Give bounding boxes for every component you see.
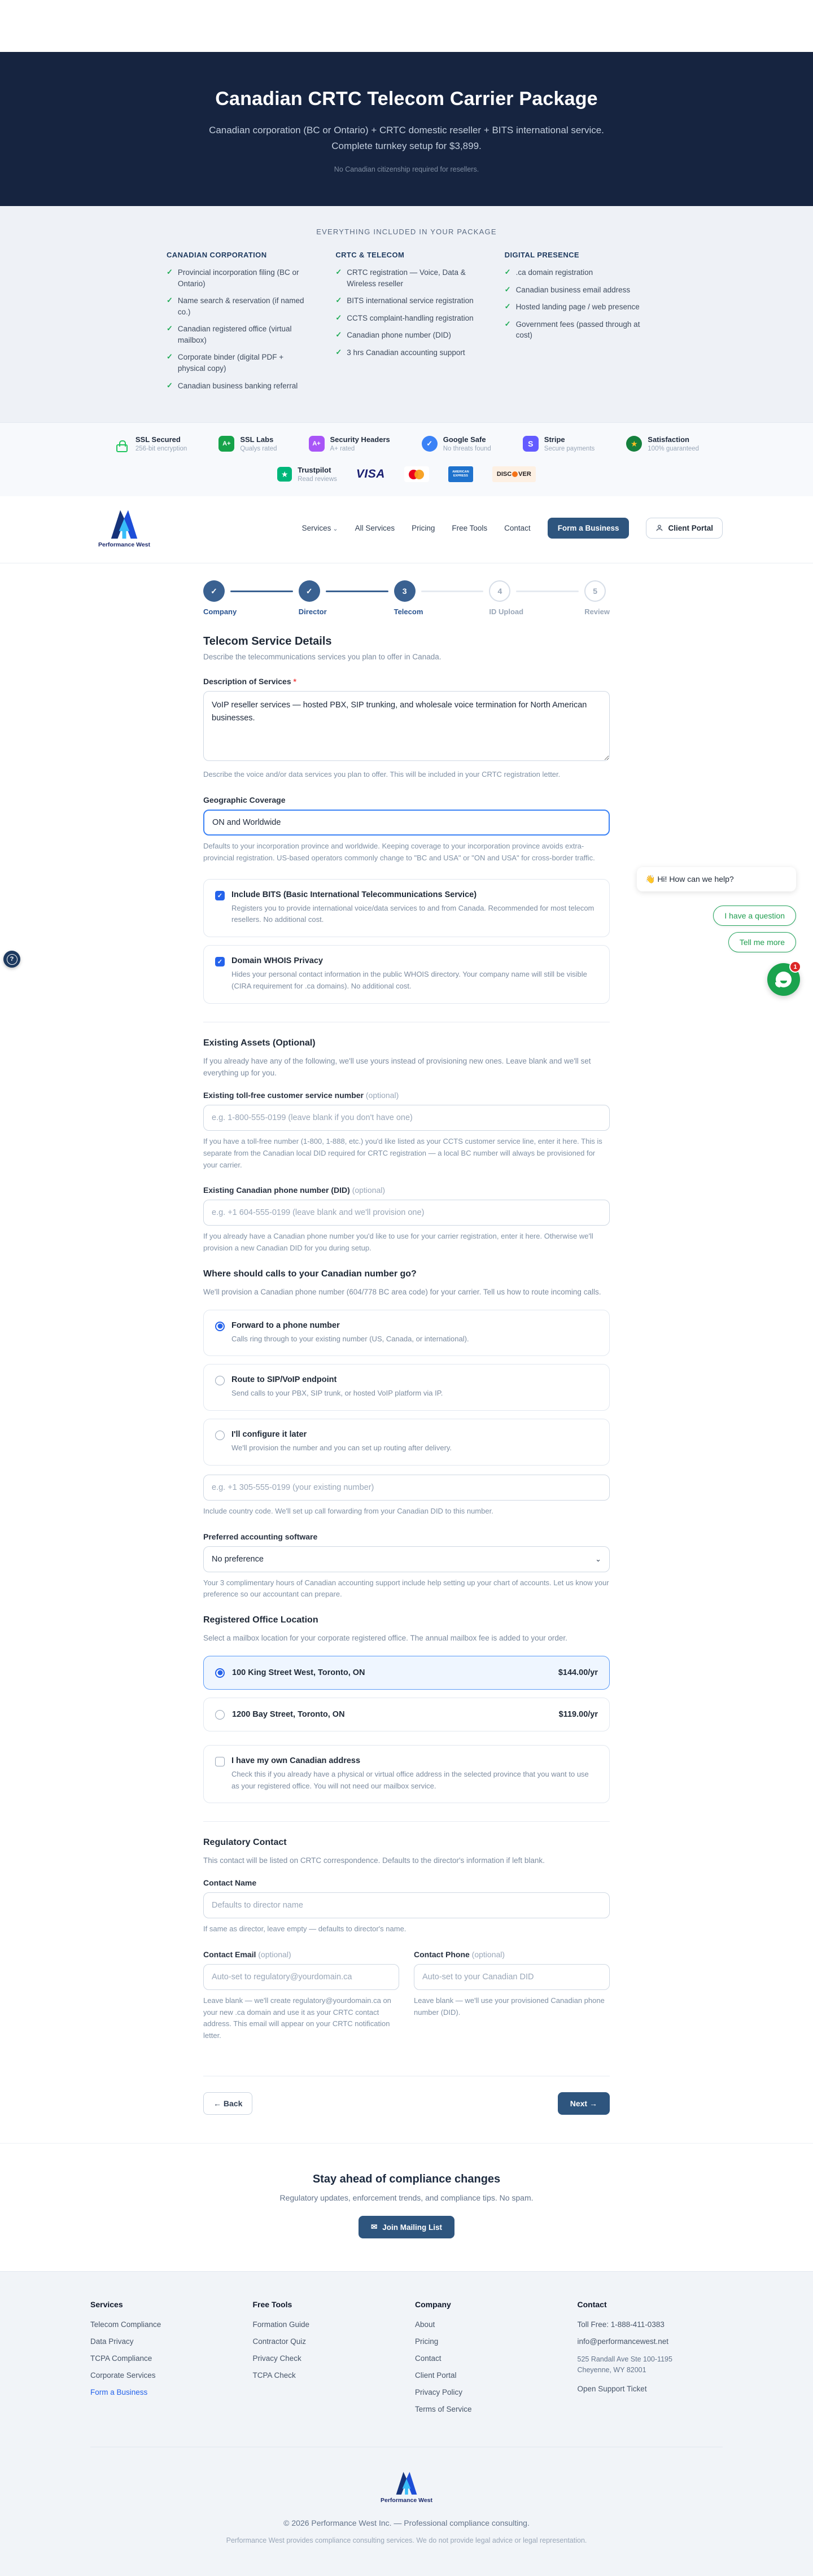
brand-logo[interactable] — [90, 508, 158, 548]
footer-link-tcpa-check[interactable]: TCPA Check — [252, 2371, 296, 2380]
step-company[interactable]: ✓ Company — [203, 580, 299, 616]
badge-trustpilot[interactable]: ★ Trustpilot Read reviews — [277, 466, 337, 483]
routing-radio-later[interactable] — [215, 1431, 225, 1440]
routing-intro: We'll provision a Canadian phone number (604/778 BC area code) for your carrier. Tell us how to route incoming calls. — [203, 1287, 601, 1296]
regulatory-intro: This contact will be listed on CRTC correspondence. Defaults to the director's information if left blank. — [203, 1856, 545, 1865]
office-heading: Registered Office Location — [203, 1615, 318, 1625]
routing-radio-forward[interactable] — [215, 1322, 225, 1331]
own-address-checkbox-card[interactable]: I have my own Canadian address Check this if you already have a physical or virtual office address in the selected province that you want to use as your registered office. You will not need our mailbox service. — [203, 1745, 610, 1804]
badge-ssl-secured: SSL Secured 256-bit encryption — [114, 435, 187, 452]
footer-link-about[interactable]: About — [415, 2320, 435, 2329]
check-icon: ✓ — [167, 381, 173, 390]
amex-logo: AMERICAN EXPRESS — [448, 466, 473, 482]
footer-column-services: Services Telecom Compliance Data Privacy TCPA Compliance Corporate Services Form a Business — [90, 2300, 236, 2422]
step-director[interactable]: ✓ Director — [299, 580, 394, 616]
forward-number-group — [203, 1475, 610, 1517]
chat-unread-badge: 1 — [789, 961, 801, 973]
user-icon — [655, 524, 663, 532]
cta-title: Stay ahead of compliance changes — [312, 2173, 501, 2186]
divider — [203, 1821, 610, 1822]
step-number: 4 — [489, 580, 510, 602]
check-icon: ✓ — [167, 352, 173, 361]
hero-note: No Canadian citizenship required for resellers. — [334, 165, 479, 174]
badge-security-headers: A+ Security Headers A+ rated — [309, 435, 390, 452]
column-title: DIGITAL PRESENCE — [504, 251, 579, 260]
form-a-business-button[interactable]: Form a Business — [548, 518, 630, 539]
a-plus-icon: A+ — [218, 436, 234, 452]
navbar — [0, 496, 813, 563]
client-portal-button[interactable]: Client Portal — [646, 518, 723, 539]
a-plus-icon: A+ — [309, 436, 325, 452]
chat-quick-reply-question[interactable]: I have a question — [713, 906, 796, 926]
footer — [0, 2271, 813, 2576]
chat-bubble-icon — [776, 972, 792, 987]
list-item: ✓ Canadian phone number (DID) — [335, 330, 477, 341]
footer-column-contact: Contact Toll Free: 1-888-411-0383 info@performancewest.net 525 Randall Ave Ste 100-1195 Cheyenne, WY 82001 Open Support Ticket — [578, 2300, 723, 2422]
check-icon: ✓ — [167, 324, 173, 333]
stripe-icon: S — [523, 436, 539, 452]
whois-checkbox[interactable]: ✓ — [215, 957, 225, 966]
next-button[interactable]: Next → — [558, 2092, 610, 2115]
check-icon: ✓ — [335, 296, 342, 305]
footer-toll-free[interactable]: Toll Free: 1-888-411-0383 — [577, 2320, 665, 2329]
hero-subtitle: Canadian corporation (BC or Ontario) + CRTC domestic reseller + BITS international service. Complete turnkey setup for $3,899. — [209, 125, 604, 152]
footer-email[interactable]: info@performancewest.net — [577, 2337, 669, 2346]
tollfree-input[interactable] — [203, 1105, 610, 1131]
lock-icon — [114, 435, 130, 452]
accounting-label: Preferred accounting software — [203, 1532, 318, 1541]
check-icon: ✓ — [335, 313, 342, 322]
page-subtitle: Describe the telecommunications services you plan to offer in Canada. — [203, 653, 442, 662]
bits-desc: Registers you to provide international voice/data services to and from Canada. Recommended for most telecom resellers. No additional cost. — [231, 903, 595, 924]
check-icon: ✓ — [504, 302, 511, 311]
question-mark-icon: ? — [7, 954, 18, 965]
office-price: $119.00/yr — [558, 1709, 598, 1719]
list-item: ✓ .ca domain registration — [505, 267, 646, 278]
footer-link-form-a-business[interactable]: Form a Business — [90, 2388, 148, 2397]
footer-link-formation-guide[interactable]: Formation Guide — [252, 2320, 310, 2329]
visa-logo: VISA — [356, 467, 385, 481]
office-price: $144.00/yr — [558, 1668, 598, 1677]
footer-link-tcpa-compliance[interactable]: TCPA Compliance — [90, 2354, 152, 2363]
performance-west-logo-icon — [394, 2470, 419, 2496]
next-arrow-icon: → — [589, 2099, 597, 2109]
contact-email-group — [203, 1950, 399, 2042]
badge-stripe: S Stripe Secure payments — [523, 435, 595, 452]
main-content — [0, 563, 813, 2143]
chat-greeting-bubble[interactable]: 👋 Hi! How can we help? — [637, 867, 796, 891]
badge-satisfaction: ★ Satisfaction 100% guaranteed — [626, 435, 699, 452]
office-option-bay-street[interactable]: 1200 Bay Street, Toronto, ON $119.00/yr — [203, 1698, 610, 1731]
geographic-coverage-group — [203, 795, 610, 864]
whois-checkbox-card[interactable] — [203, 945, 610, 1004]
did-label: Existing Canadian phone number (DID) (optional) — [203, 1186, 386, 1195]
footer-link-pricing[interactable]: Pricing — [415, 2337, 439, 2346]
badge-ssl-labs: A+ SSL Labs Qualys rated — [218, 435, 277, 452]
cta-subtitle: Regulatory updates, enforcement trends, and compliance tips. No spam. — [279, 2193, 534, 2203]
step-telecom[interactable]: 3 Telecom — [394, 580, 489, 616]
column-title: CRTC & TELECOM — [335, 251, 405, 260]
page-title: Telecom Service Details — [203, 635, 332, 648]
copyright: © 2026 Performance West Inc. — Professional compliance consulting. — [283, 2518, 530, 2528]
forward-number-helper: Include country code. We'll set up call forwarding from your Canadian DID to this number. — [203, 1506, 493, 1515]
nav-item-services[interactable]: Services ⌄ — [301, 523, 338, 532]
list-item: ✓ Corporate binder (digital PDF + physical copy) — [167, 352, 308, 374]
nav-item-all-services[interactable]: All Services — [355, 523, 395, 532]
form-actions — [203, 2076, 610, 2137]
office-intro: Select a mailbox location for your corporate registered office. The annual mailbox fee is added to your order. — [203, 1634, 567, 1643]
chat-quick-reply-more[interactable]: Tell me more — [728, 932, 796, 952]
office-radio-king-street[interactable] — [215, 1668, 225, 1678]
coverage-label: Geographic Coverage — [203, 795, 286, 804]
accounting-helper: Your 3 complimentary hours of Canadian accounting support include help setting up your chart of accounts. Let us know your preference so our accountant can prepare. — [203, 1578, 609, 1599]
check-icon: ✓ — [167, 268, 173, 277]
routing-option-forward[interactable]: Forward to a phone number Calls ring through to your existing number (US, Canada, or international). — [203, 1310, 610, 1357]
column-digital-presence — [505, 251, 646, 397]
trust-strip — [0, 422, 813, 496]
chat-launcher-button[interactable] — [767, 963, 800, 996]
join-mailing-list-button[interactable]: ✉ Join Mailing List — [359, 2216, 454, 2238]
footer-link-privacy-check[interactable]: Privacy Check — [252, 2354, 301, 2363]
check-circle-icon: ✓ — [422, 436, 438, 452]
footer-link-contact[interactable]: Contact — [415, 2354, 442, 2363]
footer-bottom — [90, 2447, 723, 2544]
check-icon: ✓ — [167, 296, 173, 305]
included-columns — [167, 251, 646, 397]
contact-email-helper: Leave blank — we'll create regulatory@yourdomain.ca on your new .ca domain and use it as your CRTC contact address. This email will appear on your CRTC notification letter. — [203, 1996, 391, 2040]
contact-name-label: Contact Name — [203, 1878, 257, 1888]
footer-support-ticket[interactable]: Open Support Ticket — [577, 2384, 647, 2393]
chevron-down-icon: ⌄ — [333, 525, 338, 532]
contact-phone-group — [414, 1950, 610, 2042]
bits-label: Include BITS (Basic International Telecommunications Service) — [231, 890, 477, 899]
contact-email-label: Contact Email (optional) — [203, 1949, 291, 1959]
did-group — [203, 1186, 610, 1254]
footer-link-privacy-policy[interactable]: Privacy Policy — [415, 2388, 463, 2397]
footer-address: 525 Randall Ave Ste 100-1195 Cheyenne, WY 82001 — [577, 2355, 672, 2374]
discover-logo: DISC VER — [492, 466, 536, 482]
step-id-upload[interactable]: 4 ID Upload — [489, 580, 584, 616]
step-check-icon: ✓ — [299, 580, 320, 602]
contact-phone-input[interactable] — [414, 1964, 610, 1990]
included-heading: EVERYTHING INCLUDED IN YOUR PACKAGE — [316, 228, 497, 237]
forward-number-input[interactable] — [203, 1475, 610, 1501]
chevron-down-icon: ⌄ — [595, 1554, 601, 1563]
description-textarea[interactable] — [203, 691, 610, 761]
list-item: ✓ 3 hrs Canadian accounting support — [335, 347, 477, 358]
step-check-icon: ✓ — [203, 580, 225, 602]
contact-phone-label: Contact Phone (optional) — [414, 1949, 505, 1959]
whois-desc: Hides your personal contact information in the public WHOIS directory. Your company name will still be visible (CIRA requirement for .ca domains). No additional cost. — [231, 970, 587, 990]
nav-item-contact[interactable]: Contact — [504, 523, 531, 532]
contact-email-input[interactable] — [203, 1964, 399, 1990]
accessibility-help-button[interactable] — [3, 951, 20, 968]
mailing-list-section — [0, 2143, 813, 2271]
coverage-helper: Defaults to your incorporation province and worldwide. Keeping coverage to your incorporation province avoids extra-provincial registration. US-based operators commonly change to "BC and USA" or "ON and USA" for cross-border traffic. — [203, 841, 595, 862]
contact-name-group — [203, 1878, 610, 1935]
description-helper: Describe the voice and/or data services you plan to offer. This will be included in your CRTC registration letter. — [203, 770, 561, 779]
check-icon: ✓ — [504, 268, 511, 277]
list-item: ✓ Name search & reservation (if named co.) — [167, 295, 308, 317]
list-item: ✓ CCTS complaint-handling registration — [335, 313, 477, 324]
accounting-software-select[interactable]: No preference ⌄ — [203, 1546, 610, 1572]
footer-link-data-privacy[interactable]: Data Privacy — [90, 2337, 134, 2346]
list-item: ✓ CRTC registration — Voice, Data & Wireless reseller — [335, 267, 477, 289]
did-input[interactable] — [203, 1200, 610, 1226]
list-item: ✓ Canadian business banking referral — [167, 381, 308, 392]
list-item: ✓ Canadian registered office (virtual mailbox) — [167, 323, 308, 345]
list-item: ✓ Canadian business email address — [505, 285, 646, 296]
description-of-services-group — [203, 677, 610, 781]
envelope-icon: ✉ — [370, 2223, 378, 2232]
coverage-input[interactable] — [203, 810, 610, 836]
column-canadian-corporation — [167, 251, 308, 397]
accounting-group — [203, 1532, 610, 1601]
routing-heading: Where should calls to your Canadian number go? — [203, 1269, 417, 1279]
tollfree-helper: If you have a toll-free number (1-800, 1-888, etc.) you'd like listed as your CCTS customer service line, enter it here. This is separate from the Canadian local DID required for CRTC registration — a local BC number will always be provisioned for your carrier. — [203, 1136, 602, 1169]
tollfree-group — [203, 1091, 610, 1171]
star-circle-icon: ★ — [626, 436, 642, 452]
brand-name: Performance West — [98, 541, 150, 549]
footer-link-contractor-quiz[interactable]: Contractor Quiz — [252, 2337, 307, 2346]
list-item: ✓ Government fees (passed through at cost) — [505, 319, 646, 341]
check-icon: ✓ — [335, 268, 342, 277]
footer-link-terms[interactable]: Terms of Service — [415, 2405, 472, 2414]
step-progress — [203, 580, 610, 616]
routing-radio-sip[interactable] — [215, 1376, 225, 1385]
check-icon: ✓ — [504, 319, 511, 328]
hero-title: Canadian CRTC Telecom Carrier Package — [215, 88, 598, 110]
footer-column-free-tools: Free Tools Formation Guide Contractor Quiz Privacy Check TCPA Check — [253, 2300, 399, 2422]
footer-link-corporate-services[interactable]: Corporate Services — [90, 2371, 156, 2380]
description-label: Description of Services * — [203, 677, 296, 686]
hero-section — [0, 52, 813, 206]
discover-dot-icon — [512, 471, 518, 477]
nav-item-pricing[interactable]: Pricing — [412, 523, 435, 532]
list-item: ✓ BITS international service registration — [335, 295, 477, 307]
footer-logo — [90, 2470, 723, 2504]
bits-checkbox[interactable]: ✓ — [215, 891, 225, 900]
own-address-checkbox[interactable] — [215, 1757, 225, 1766]
routing-option-later[interactable]: I'll configure it later We'll provision the number and you can set up routing after delivery. — [203, 1419, 610, 1466]
required-asterisk: * — [293, 677, 296, 686]
step-number: 5 — [584, 580, 606, 602]
performance-west-logo-icon — [108, 508, 141, 540]
footer-link-telecom-compliance[interactable]: Telecom Compliance — [90, 2320, 161, 2329]
trustpilot-star-icon: ★ — [277, 467, 292, 482]
did-helper: If you already have a Canadian phone number you'd like to use for your carrier registration, enter it here. Otherwise we'll provision a new Canadian DID for you during setup. — [203, 1232, 593, 1253]
footer-link-client-portal[interactable]: Client Portal — [415, 2371, 457, 2380]
included-section — [0, 206, 813, 422]
bits-checkbox-card[interactable] — [203, 879, 610, 938]
office-radio-bay-street[interactable] — [215, 1710, 225, 1720]
list-item: ✓ Hosted landing page / web presence — [505, 301, 646, 313]
routing-option-sip[interactable]: Route to SIP/VoIP endpoint Send calls to your PBX, SIP trunk, or hosted VoIP platform via IP. — [203, 1364, 610, 1411]
back-button[interactable]: ← Back — [203, 2092, 252, 2115]
column-title: CANADIAN CORPORATION — [167, 251, 267, 260]
check-icon: ✓ — [504, 285, 511, 294]
office-option-king-street[interactable]: 100 King Street West, Toronto, ON $144.00/yr — [203, 1656, 610, 1690]
list-item: ✓ Provincial incorporation filing (BC or Ontario) — [167, 267, 308, 289]
badge-google-safe: ✓ Google Safe No threats found — [422, 435, 491, 452]
tollfree-label: Existing toll-free customer service number (optional) — [203, 1090, 399, 1100]
footer-brand-name: Performance West — [380, 2497, 432, 2504]
existing-assets-intro: If you already have any of the following, we'll use yours instead of provisioning new ones. Leave blank and we'll set everything up for you. — [203, 1056, 591, 1078]
regulatory-heading: Regulatory Contact — [203, 1838, 287, 1848]
nav-item-free-tools[interactable]: Free Tools — [452, 523, 488, 532]
step-number: 3 — [394, 580, 416, 602]
footer-column-company: Company About Pricing Contact Client Portal Privacy Policy Terms of Service — [415, 2300, 561, 2422]
contact-name-helper: If same as director, leave empty — defaults to director's name. — [203, 1925, 406, 1934]
back-arrow-icon: ← — [213, 2099, 221, 2109]
whois-label: Domain WHOIS Privacy — [231, 956, 323, 966]
existing-assets-heading: Existing Assets (Optional) — [203, 1038, 316, 1048]
contact-name-input[interactable] — [203, 1892, 610, 1918]
step-review[interactable]: 5 Review — [584, 580, 610, 616]
mastercard-logo — [404, 466, 429, 482]
top-spacer — [0, 0, 813, 52]
contact-phone-helper: Leave blank — we'll use your provisioned Canadian phone number (DID). — [414, 1996, 605, 2017]
disclaimer: Performance West provides compliance consulting services. We do not provide legal advice or legal representation. — [226, 2536, 587, 2545]
check-icon: ✓ — [335, 330, 342, 339]
check-icon: ✓ — [335, 347, 342, 356]
column-crtc-telecom — [335, 251, 477, 397]
